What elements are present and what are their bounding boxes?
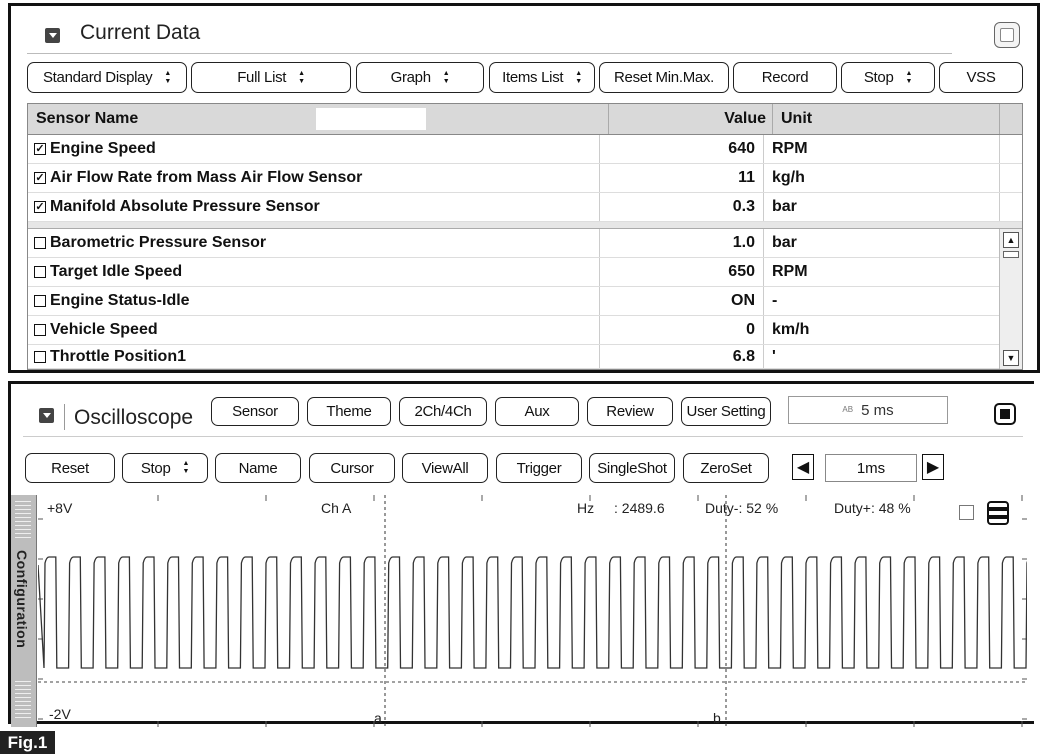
sensor-list [28,229,1022,369]
sensor-unit: - [764,287,1000,315]
sensor-value: ON [600,287,764,315]
sensor-value: 6.8 [600,345,764,368]
frequency-label: Hz [577,500,595,516]
collapse-icon[interactable] [45,28,60,43]
dropdown-arrows-icon: ▲ ▼ [575,69,582,85]
table-row[interactable] [28,164,1022,193]
period-field[interactable]: 1ms [825,454,917,482]
2ch-4ch-button[interactable]: 2Ch/4Ch [399,397,487,426]
cursor-b-label: b [713,710,721,726]
period-decrease-button[interactable]: ◀ [792,454,814,480]
collapse-icon[interactable] [39,408,54,423]
aux-button[interactable]: Aux [495,397,579,426]
dropdown-arrows-icon: ▲ ▼ [905,69,913,85]
cursor-a-label: a [374,710,382,726]
configuration-tab[interactable]: Configuration [11,495,37,727]
sensor-unit: RPM [764,258,1000,286]
sensor-filter-input[interactable] [316,108,426,130]
column-header-unit[interactable]: Unit [773,104,1000,134]
checkbox-icon[interactable] [34,295,46,307]
selection-separator [28,222,1022,229]
sensor-unit: RPM [764,135,1000,163]
stop-button[interactable]: Stop ▲ ▼ [841,62,935,93]
review-button[interactable]: Review [587,397,673,426]
sensor-value: 0 [600,316,764,344]
graph-button[interactable]: Graph ▲ ▼ [356,62,484,93]
dropdown-arrows-icon: ▲ ▼ [298,69,305,85]
sensor-name: Target Idle Speed [50,263,183,280]
reset-min-max-button[interactable]: Reset Min.Max. [599,62,729,93]
checkbox-icon[interactable] [34,324,46,336]
user-setting-button[interactable]: User Setting [681,397,771,426]
sensor-value: 640 [600,135,764,163]
sensor-value: 11 [600,164,764,192]
name-button[interactable]: Name [215,453,301,483]
sensor-value: 650 [600,258,764,286]
checkbox-checked-icon[interactable]: ✓ [35,201,45,213]
sensor-unit: bar [764,229,1000,257]
table-row[interactable] [28,287,1022,316]
scrollbar[interactable] [999,229,1022,369]
record-button[interactable]: Record [733,62,837,93]
stop-button[interactable]: Stop ▲ ▼ [122,453,208,483]
singleshot-button[interactable]: SingleShot [589,453,675,483]
sensor-name: Vehicle Speed [50,321,158,338]
checkbox-checked-icon[interactable]: ✓ [35,143,45,155]
waveform-plot [38,495,1027,727]
channel-label: Ch A [321,500,352,516]
current-data-panel [8,3,1040,373]
scroll-up-icon[interactable]: ▲ [1003,232,1019,248]
duty-plus: Duty+: 48 % [834,500,911,516]
sensor-unit: bar [764,193,1000,221]
viewall-button[interactable]: ViewAll [402,453,488,483]
full-list-button[interactable]: Full List ▲ ▼ [191,62,351,93]
layout-toggle-icon[interactable] [987,501,1009,525]
sensor-name: Engine Status-Idle [50,292,190,309]
sensor-name: Throttle Position1 [50,347,186,365]
dropdown-arrows-icon: ▲ ▼ [164,69,172,85]
standard-display-button[interactable]: Standard Display ▲ ▼ [27,62,187,93]
sensor-name: Air Flow Rate from Mass Air Flow Sensor [50,169,363,186]
reset-button[interactable]: Reset [25,453,115,483]
table-row[interactable] [28,258,1022,287]
dropdown-arrows-icon: ▲ ▼ [182,460,190,475]
selected-rows [28,135,1022,222]
scroll-thumb[interactable] [1003,251,1019,258]
vmax-label: +8V [47,500,73,516]
sensor-unit: km/h [764,316,1000,344]
duty-minus: Duty-: 52 % [705,500,779,516]
frequency-value: : 2489.6 [614,500,665,516]
table-row[interactable] [28,135,1022,164]
sensor-button[interactable]: Sensor [211,397,299,426]
timebase-icon: AB [842,405,854,414]
items-list-button[interactable]: Items List ▲ ▼ [489,62,595,93]
sensor-unit: kg/h [764,164,1000,192]
checkbox-icon[interactable] [34,266,46,278]
theme-button[interactable]: Theme [307,397,391,426]
table-row[interactable] [28,193,1022,222]
timebase-display: AB 5 ms [788,396,948,424]
sensor-unit: ' [764,345,1000,368]
figure-label: Fig.1 [0,731,55,754]
table-row[interactable] [28,229,1022,258]
period-increase-button[interactable]: ▶ [922,454,944,480]
sensor-value: 0.3 [600,193,764,221]
channel-checkbox[interactable] [959,505,974,520]
table-row[interactable] [28,345,1022,369]
current-data-title: Current Data [80,21,201,44]
cursor-button[interactable]: Cursor [309,453,395,483]
vss-button[interactable]: VSS [939,62,1023,93]
sensor-value: 1.0 [600,229,764,257]
trigger-button[interactable]: Trigger [496,453,582,483]
table-row[interactable] [28,316,1022,345]
scroll-down-icon[interactable]: ▼ [1003,350,1019,366]
stop-square-button[interactable] [994,403,1016,425]
sensor-name: Manifold Absolute Pressure Sensor [50,198,320,215]
checkbox-icon[interactable] [34,351,46,363]
column-header-value[interactable]: Value [609,104,773,134]
table-header [28,104,1022,135]
zeroset-button[interactable]: ZeroSet [683,453,769,483]
sensor-name: Barometric Pressure Sensor [50,234,267,251]
sensor-table [27,103,1023,370]
oscilloscope-panel [8,381,1034,724]
column-header-sensor-name[interactable]: Sensor Name [28,104,609,134]
vmin-label: -2V [49,706,71,722]
checkbox-checked-icon[interactable]: ✓ [35,172,45,184]
maximize-button[interactable] [994,22,1020,48]
sensor-name: Engine Speed [50,140,156,157]
oscilloscope-title: Oscilloscope [74,406,194,429]
checkbox-icon[interactable] [34,237,46,249]
dropdown-arrows-icon: ▲ ▼ [442,69,450,85]
